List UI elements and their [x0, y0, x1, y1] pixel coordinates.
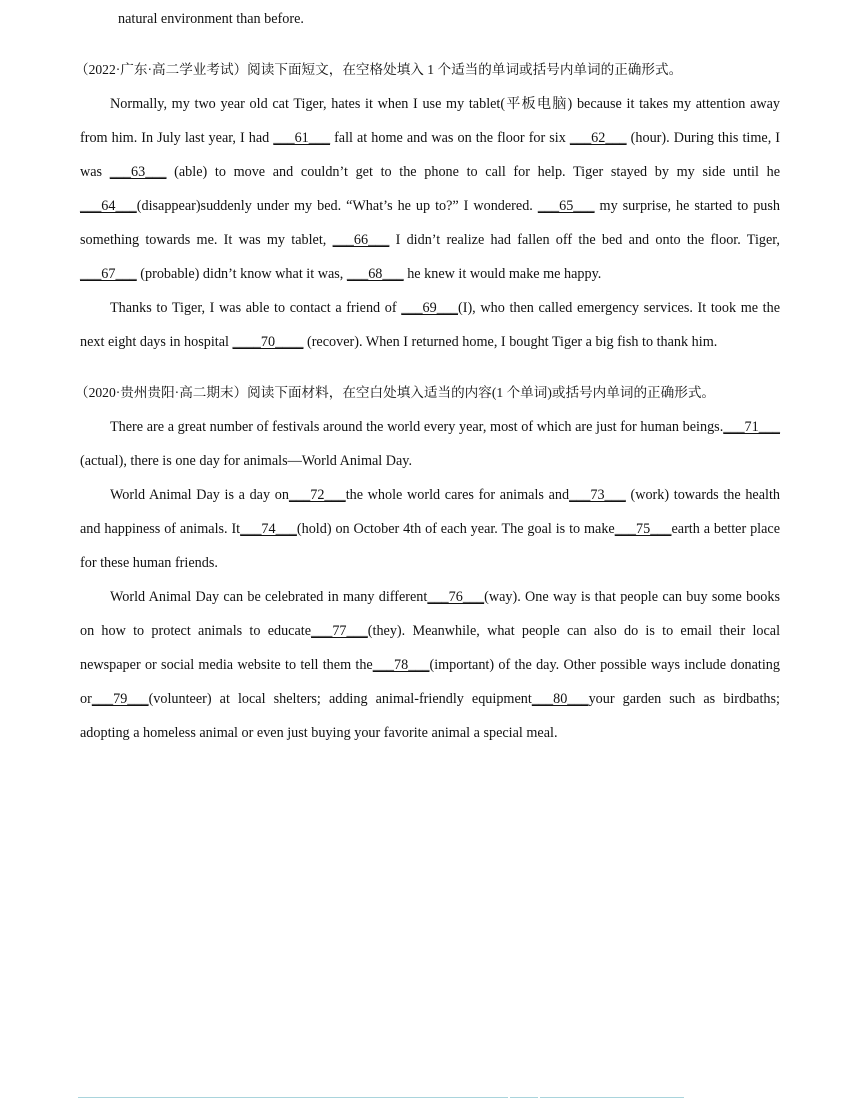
answer-blank: ___72___	[288, 487, 346, 503]
passage-text: (hour). During this time, I was	[80, 130, 780, 180]
footer-divider	[78, 1097, 684, 1098]
passage-text: I didn’t realize had fallen off the bed and onto the floor. Tiger,	[389, 232, 780, 248]
answer-blank: ___61___	[273, 130, 331, 146]
passage-text: he knew it would make me happy.	[403, 266, 602, 282]
passage-text: (hold) on October 4th of each year. The goal is to make	[296, 521, 615, 537]
section-2-paragraph-2	[80, 478, 780, 580]
answer-blank: ___63___	[109, 164, 167, 180]
answer-blank: ___66___	[332, 232, 390, 248]
answer-blank: ___79___	[91, 691, 149, 707]
passage-text: There are a great number of festivals around the world every year, most of which are just for human beings.	[110, 419, 724, 435]
passage-text: (disappear)suddenly under my bed. “What’s he up to?” I wondered.	[136, 198, 538, 214]
passage-text: (I), who then called emergency services. It took me the next eight days in hospital	[80, 300, 781, 350]
answer-blank: ___64___	[80, 198, 137, 214]
answer-blank: ___80___	[531, 691, 589, 707]
passage-text: fall at home and was on the floor for six	[330, 130, 570, 146]
document-page	[75, 0, 781, 750]
passage-text: the whole world cares for animals and	[345, 487, 570, 503]
answer-blank: ____70____	[232, 334, 304, 350]
answer-blank: ___74___	[240, 521, 297, 537]
answer-blank: ___65___	[537, 198, 595, 214]
answer-blank: ___78___	[372, 657, 430, 673]
section-1-paragraph-1	[80, 87, 780, 291]
passage-text: my surprise, he started to push something towards me. It was my tablet,	[80, 198, 780, 248]
passage-text: (recover). When I returned home, I bought Tiger a big fish to thank him.	[303, 334, 718, 350]
passage-text: (work) towards the health and happiness of animals. It	[80, 487, 781, 537]
section-2-heading: （2020·贵州贵阳·高二期末）阅读下面材料，在空白处填入适当的内容(1 个单词)或括号内单词的正确形式。	[75, 385, 716, 400]
answer-blank: ___68___	[346, 266, 404, 282]
section-2-paragraph-3	[80, 580, 780, 750]
answer-blank: ___73___	[569, 487, 626, 503]
passage-text: World Animal Day is a day on	[110, 487, 289, 503]
answer-blank: ___75___	[614, 521, 672, 537]
answer-blank: ___69___	[401, 300, 458, 316]
passage-text: (probable) didn’t know what it was,	[136, 266, 347, 282]
passage-text: World Animal Day can be celebrated in many different	[110, 589, 428, 605]
answer-blank: ___76___	[427, 589, 485, 605]
passage-text: Normally, my two year old cat Tiger, hates it when I use my tablet(平板电脑) because it takes my attention away from him. In July last year, I had	[80, 96, 780, 146]
passage-text: your garden such as birdbaths; adopting a homeless animal or even just buying your favorite animal a special meal.	[80, 691, 780, 741]
passage-text: (volunteer) at local shelters; adding animal-friendly equipment	[148, 691, 532, 707]
passage-text: Thanks to Tiger, I was able to contact a friend of	[110, 300, 402, 316]
section-2-paragraph-1	[80, 410, 780, 478]
answer-blank: ___71___	[723, 419, 780, 435]
passage-text: (they). Meanwhile, what people can also do is to email their local newspaper or social media website to tell them the	[80, 623, 781, 673]
passage-text: (actual), there is one day for animals—World Animal Day.	[80, 453, 413, 469]
section-1-paragraph-2	[80, 291, 780, 359]
section-1-heading: （2022·广东·高二学业考试）阅读下面短文，在空格处填入 1 个适当的单词或括号内单词的正确形式。	[75, 62, 683, 77]
answer-blank: ___67___	[80, 266, 137, 282]
answer-blank: ___77___	[311, 623, 368, 639]
passage-text: earth a better place for these human friends.	[80, 521, 780, 571]
answer-blank: ___62___	[569, 130, 627, 146]
passage-text: (way). One way is that people can buy some books on how to protect animals to educate	[80, 589, 781, 639]
previous-passage-fragment: natural environment than before.	[118, 11, 304, 27]
passage-text: (able) to move and couldn’t get to the phone to call for help. Tiger stayed by my side until he	[166, 164, 780, 180]
passage-text: (important) of the day. Other possible ways include donating or	[80, 657, 780, 707]
